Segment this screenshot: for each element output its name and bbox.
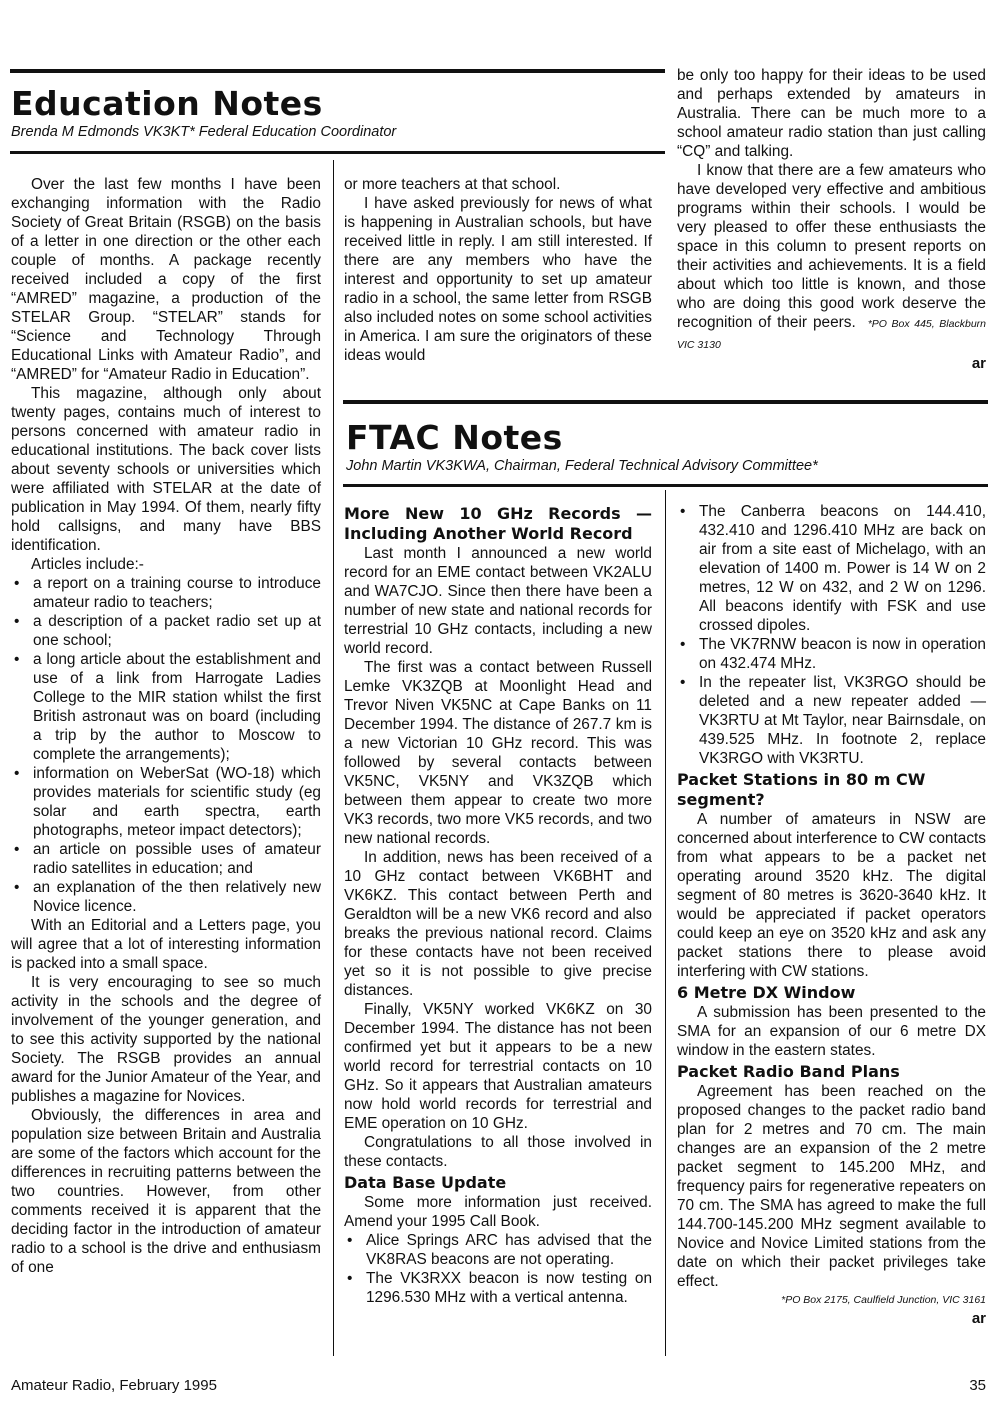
education-paragraph: Articles include:- (31, 556, 144, 573)
ftac-top-rule (343, 400, 988, 404)
list-item: • The VK3RXX beacon is now testing on 1296.530 MHz with a vertical antenna. (344, 1269, 652, 1307)
ftac-subheading: Packet Stations in 80 m CW segment? (677, 770, 926, 809)
articles-list (11, 574, 321, 916)
page-number: 35 (969, 1377, 986, 1394)
ftac-subheading: More New 10 GHz Records — Including Another World Record (344, 504, 652, 543)
education-paragraph: be only too happy for their ideas to be used and perhaps extended by amateurs in Australia. There can be much more to a school amateur radio station than just calling “CQ” and talking. (677, 67, 986, 160)
ftac-address: *PO Box 2175, Caulfield Junction, VIC 3161 (781, 1294, 986, 1306)
ftac-paragraph: A submission has been presented to the SMA for an expansion of our 6 metre DX window in the eastern states. (677, 1004, 986, 1059)
education-closing-text: I know that there are a few amateurs who have developed very effective and ambitious programs within their schools. I would be very pleased to offer these enthusiasts the space in this column to present reports on their activities and achievements. It is a field about which too little is known, and those who are doing this good work deserve the recognition of their peers. (677, 162, 986, 331)
list-item: • In the repeater list, VK3RGO should be deleted and a new repeater added — VK3RTU at Mt Taylor, near Bairnsdale, on 439.525 MHz. In footnote 2, replace VK3RGO with VK3RTU. (677, 673, 986, 768)
ftac-paragraph: Some more information just received. Amend your 1995 Call Book. (344, 1194, 652, 1230)
ftac-subheading: 6 Metre DX Window (677, 983, 856, 1002)
education-paragraph: It is very encouraging to see so much activity in the schools and the degree of involvement of the younger generation, and to see this activity supported by the national Society. The RSGB provides an annual award for the Junior Amateur of the Year, and publishes a magazine for Novices. (11, 974, 321, 1105)
ftac-end-mark: ar (971, 1310, 986, 1327)
education-title: Education Notes (11, 84, 323, 123)
ftac-paragraph: A number of amateurs in NSW are concerned about interference to CW contacts from what appears to be a packet net operating around 3520 kHz. The digital segment of 80 metres is 3620-3640 kHz. It would be appreciated if packet operators could keep an eye on 3520 kHz and ask any packet stations there to please avoid interfering with CW stations. (677, 811, 986, 980)
ftac-paragraph: Last month I announced a new world record for an EME contact between VK2ALU and WA7CJO. Since then there have been a number of new state and national records for terrestrial 10 GHz contacts, including a new world record. (344, 545, 652, 657)
list-item: • an article on possible uses of amateur radio satellites in education; and (11, 840, 321, 878)
list-item: • a description of a packet radio set up at one school; (11, 612, 321, 650)
education-top-rule (10, 69, 665, 73)
ftac-paragraph: Congratulations to all those involved in these contacts. (344, 1134, 652, 1170)
list-item: • Alice Springs ARC has advised that the VK8RAS beacons are not operating. (344, 1231, 652, 1269)
database-list (344, 1231, 652, 1307)
education-end-mark: ar (971, 355, 986, 372)
list-item: • information on WeberSat (WO-18) which provides materials for scientific study (eg solar and earth spectra, earth photographs, meteor impact detectors); (11, 764, 321, 840)
ftac-title: FTAC Notes (346, 418, 563, 457)
ftac-column-1 (344, 502, 652, 1307)
list-item: • The VK7RNW beacon is now in operation on 432.474 MHz. (677, 635, 986, 673)
ftac-paragraph: In addition, news has been received of a 10 GHz contact between VK6BHT and VK6KZ. This contact between Perth and Geraldton will be a new VK6 record and also breaks the previous national record. Claims for these contacts have not been received yet so it is not possible to give precise distances. (344, 849, 652, 999)
education-paragraph (677, 161, 986, 355)
education-paragraph: This magazine, although only about twenty pages, contains much of interest to persons concerned with amateur radio in educational institutions. The back cover lists about seventy schools or universities which were affiliated with STELAR at the date of publication in May 1994. Of them, nearly fifty hold callsigns, and many have BBS identification. (11, 385, 321, 554)
list-item: • a long article about the establishment and use of a link from Harrogate Ladies College to the MIR station whilst the first British astronaut was on board (including a trip by the author to Moscow to complete the arrangements); (11, 650, 321, 764)
education-column-3 (677, 66, 986, 373)
education-column-2 (344, 175, 652, 365)
ftac-column-divider (665, 490, 666, 1356)
education-bottom-rule (10, 151, 665, 154)
education-paragraph: or more teachers at that school. (344, 176, 561, 193)
ftac-paragraph: Finally, VK5NY worked VK6KZ on 30 December 1994. The distance has not been confirmed yet but it appears to be a new world record for terrestrial contacts on 10 GHz. So it appears that Australian amateurs now hold world records for terrestrial and EME operation on 10 GHz. (344, 1001, 652, 1132)
education-paragraph: Over the last few months I have been exchanging information with the Radio Society of Great Britain (RSGB) on the basis of a letter in one direction or the other each couple of months. A package recently received included a copy of the first “AMRED” magazine, a production of the STELAR Group. “STELAR” stands for “Science and Technology Through Educational Links with Amateur Radio”, and “AMRED” for “Amateur Radio in Education”. (11, 176, 321, 383)
ftac-column-2 (677, 502, 986, 1328)
ftac-byline: John Martin VK3KWA, Chairman, Federal Technical Advisory Committee* (346, 458, 818, 474)
ftac-paragraph: Agreement has been reached on the proposed changes to the packet radio band plan for 2 metres and 70 cm. The main changes are an expansion of the 2 metre packet segment to 145.200 MHz, and frequency pairs for regenerative repeaters on 70 cm. The SMA has agreed to make the full 144.700-145.200 MHz segment available to Novice and Novice Limited stations from the date on which their packet privileges take effect. (677, 1083, 986, 1290)
beacons-list (677, 502, 986, 768)
ftac-subheading: Packet Radio Band Plans (677, 1062, 900, 1081)
education-address: *PO Box 445, Blackburn VIC 3130 (677, 318, 986, 351)
list-item: • an explanation of the then relatively new Novice licence. (11, 878, 321, 916)
education-paragraph: With an Editorial and a Letters page, you will agree that a lot of interesting information is packed into a small space. (11, 917, 321, 972)
education-column-1 (11, 175, 321, 1277)
list-item: • a report on a training course to introduce amateur radio to teachers; (11, 574, 321, 612)
education-paragraph: Obviously, the differences in area and population size between Britain and Australia are some of the factors which account for the differences in recruiting patterns between the two countries. However, from other comments received it is apparent that the deciding factor in the introduction of amateur radio to a school is the drive and enthusiasm of one (11, 1107, 321, 1276)
column-divider (333, 160, 334, 1356)
education-byline: Brenda M Edmonds VK3KT* Federal Education Coordinator (11, 124, 397, 140)
ftac-bottom-rule (343, 484, 988, 487)
footer-publication: Amateur Radio, February 1995 (11, 1377, 217, 1394)
ftac-paragraph: The first was a contact between Russell Lemke VK3ZQB at Moonlight Head and Trevor Niven VK5NC at Cape Banks on 11 December 1994. The distance of 267.7 km is a new Victorian 10 GHz record. This was followed by several contacts between VK5NC, VK5NY and VK3ZQB which between them appear to create two more VK3 records, two more VK5 records, and two new national records. (344, 659, 652, 847)
ftac-subheading: Data Base Update (344, 1173, 507, 1192)
education-paragraph: I have asked previously for news of what is happening in Australian schools, but have received little in reply. I am still interested. If there are any members who have the interest and opportunity to set up amateur radio in a school, the same letter from RSGB also included notes on some school activities in America. I am sure the originators of these ideas would (344, 195, 652, 364)
list-item: • The Canberra beacons on 144.410, 432.410 and 1296.410 MHz are back on air from a site east of Michelago, with an elevation of 1400 m. Power is 14 W on 2 metres, 12 W on 432, and 2 W on 1296. All beacons identify with FSK and use crossed dipoles. (677, 502, 986, 635)
